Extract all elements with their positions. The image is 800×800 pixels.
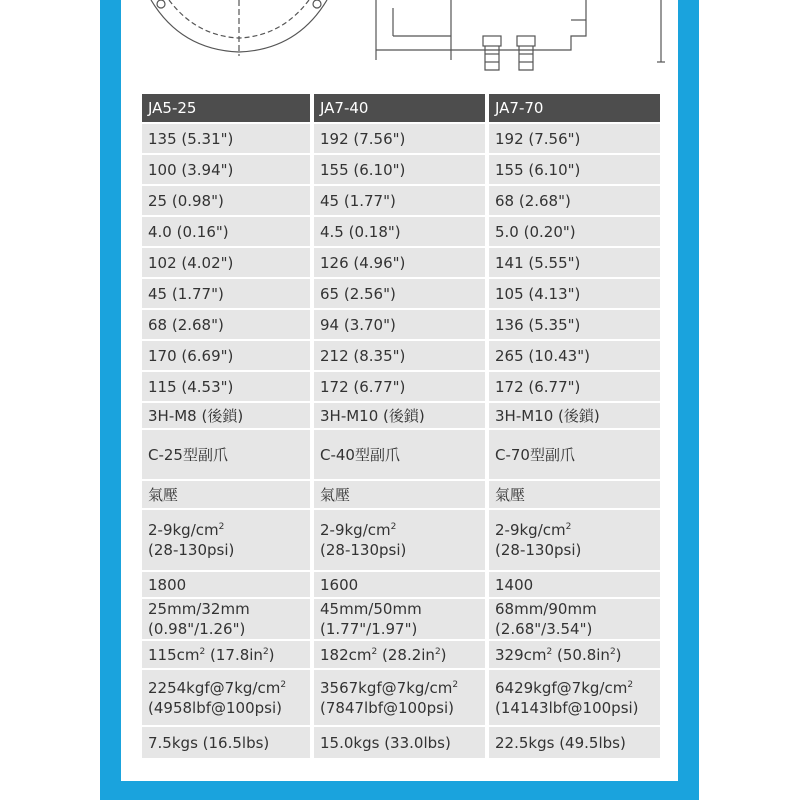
- table-row: [142, 186, 664, 215]
- cell-text: 7.5kgs (16.5lbs): [148, 733, 270, 752]
- table-cell: [489, 248, 660, 277]
- table-row: [142, 155, 664, 184]
- table-cell: [314, 217, 485, 246]
- table-cell: [314, 641, 485, 668]
- cell-text: 115 (4.53"): [148, 377, 234, 396]
- cell-text: 141 (5.55"): [495, 253, 581, 272]
- table-cell: [314, 372, 485, 401]
- cell-text: $2-9kg/cm^2$: [320, 521, 397, 539]
- cell-text: C-40型副爪: [320, 445, 400, 464]
- cell-text: 155 (6.10"): [495, 160, 581, 179]
- cell-text: 100 (3.94"): [148, 160, 234, 179]
- cell-text: 172 (6.77"): [320, 377, 406, 396]
- header-row: [142, 94, 664, 122]
- header-ja7-40: JA7-40: [314, 94, 485, 122]
- bottom-blue-border: [100, 781, 699, 800]
- cell-text: 氣壓: [320, 485, 351, 504]
- table-cell: [489, 641, 660, 668]
- table-row: [142, 670, 664, 725]
- table-cell: [489, 124, 660, 153]
- table-cell: [142, 572, 310, 597]
- table-row: [142, 599, 664, 639]
- table-cell: [314, 124, 485, 153]
- cell-text: 68 (2.68"): [148, 315, 224, 334]
- cell-text: 3H-M10 (後鎖): [495, 406, 600, 425]
- cell-text: $3567kgf@7kg/cm^2$: [320, 678, 459, 697]
- cell-text: 3H-M10 (後鎖): [320, 406, 425, 425]
- cell-text: $329cm^2$ $(50.8in^2)$: [495, 645, 622, 664]
- table-row: [142, 341, 664, 370]
- cell-text: 136 (5.35"): [495, 315, 581, 334]
- table-cell: [489, 372, 660, 401]
- table-row: [142, 727, 664, 758]
- cell-text: (28-130psi): [495, 541, 582, 559]
- spec-table: [142, 94, 664, 760]
- cell-text: (0.98"/1.26"): [148, 620, 246, 638]
- table-cell: [142, 217, 310, 246]
- table-cell: [142, 481, 310, 508]
- table-row: [142, 403, 664, 428]
- table-cell: [314, 155, 485, 184]
- table-cell: [142, 727, 310, 758]
- table-cell: [489, 727, 660, 758]
- table-cell: [314, 186, 485, 215]
- right-blue-border: [678, 0, 699, 800]
- table-cell: [314, 572, 485, 597]
- cell-text: C-25型副爪: [148, 445, 228, 464]
- table-cell: [142, 510, 310, 570]
- table-cell: [489, 310, 660, 339]
- cell-text: 4.0 (0.16"): [148, 222, 229, 241]
- cell-text: (1.77"/1.97"): [320, 620, 418, 638]
- table-row: [142, 124, 664, 153]
- table-cell: [489, 279, 660, 308]
- cell-text: $2-9kg/cm^2$: [148, 521, 225, 539]
- cell-text: 15.0kgs (33.0lbs): [320, 733, 451, 752]
- cell-text: 105 (4.13"): [495, 284, 581, 303]
- table-cell: [489, 599, 660, 639]
- cell-text: $115cm^2$ $(17.8in^2)$: [148, 645, 275, 664]
- header-ja5-25: JA5-25: [142, 94, 310, 122]
- chuck-drawing-svg: [121, 0, 678, 92]
- cell-text: 155 (6.10"): [320, 160, 406, 179]
- cell-text: 192 (7.56"): [320, 129, 406, 148]
- table-cell: [142, 124, 310, 153]
- table-cell: [142, 641, 310, 668]
- table-cell: [314, 248, 485, 277]
- table-cell: [142, 186, 310, 215]
- table-cell: [314, 279, 485, 308]
- table-cell: [489, 341, 660, 370]
- cell-text: 45 (1.77"): [320, 191, 396, 210]
- cell-text: 1600: [320, 575, 359, 594]
- table-cell: [314, 670, 485, 725]
- header-ja7-70: JA7-70: [489, 94, 660, 122]
- table-cell: [142, 341, 310, 370]
- left-blue-border: [100, 0, 121, 800]
- cell-text: 212 (8.35"): [320, 346, 406, 365]
- cell-text: 4.5 (0.18"): [320, 222, 401, 241]
- table-cell: [489, 430, 660, 479]
- cell-text: 135 (5.31"): [148, 129, 234, 148]
- table-cell: [142, 155, 310, 184]
- cell-text: 172 (6.77"): [495, 377, 581, 396]
- table-row: [142, 248, 664, 277]
- table-row: [142, 481, 664, 508]
- table-row: [142, 572, 664, 597]
- cell-text: 22.5kgs (49.5lbs): [495, 733, 626, 752]
- cell-text: $6429kgf@7kg/cm^2$: [495, 678, 634, 697]
- table-cell: [489, 670, 660, 725]
- table-cell: [489, 155, 660, 184]
- table-cell: [314, 341, 485, 370]
- table-cell: [489, 186, 660, 215]
- cell-text: 3H-M8 (後鎖): [148, 406, 244, 425]
- table-cell: [314, 727, 485, 758]
- table-row: [142, 510, 664, 570]
- table-cell: [314, 599, 485, 639]
- cell-text: 45mm/50mm: [320, 600, 422, 618]
- table-cell: [489, 403, 660, 428]
- cell-text: 1800: [148, 575, 187, 594]
- cell-text: 45 (1.77"): [148, 284, 224, 303]
- table-row: [142, 641, 664, 668]
- cell-text: 265 (10.43"): [495, 346, 590, 365]
- table-cell: [142, 372, 310, 401]
- cell-text: C-70型副爪: [495, 445, 575, 464]
- cell-text: 192 (7.56"): [495, 129, 581, 148]
- table-row: [142, 372, 664, 401]
- cell-text: 65 (2.56"): [320, 284, 396, 303]
- table-cell: [314, 310, 485, 339]
- table-cell: [314, 481, 485, 508]
- cell-text: $182cm^2$ $(28.2in^2)$: [320, 645, 447, 664]
- table-cell: [489, 572, 660, 597]
- table-cell: [489, 510, 660, 570]
- table-cell: [142, 670, 310, 725]
- cell-text: $2-9kg/cm^2$: [495, 521, 572, 539]
- cell-text: 1400: [495, 575, 534, 594]
- cell-text: 68mm/90mm: [495, 600, 597, 618]
- cell-text: (14143lbf@100psi): [495, 698, 639, 717]
- cell-text: 94 (3.70"): [320, 315, 396, 334]
- table-row: [142, 279, 664, 308]
- cell-text: 102 (4.02"): [148, 253, 234, 272]
- cell-text: 氣壓: [495, 485, 526, 504]
- cell-text: 氣壓: [148, 485, 179, 504]
- cell-text: 68 (2.68"): [495, 191, 571, 210]
- table-cell: [142, 310, 310, 339]
- cell-text: 126 (4.96"): [320, 253, 406, 272]
- cell-text: $2254kgf@7kg/cm^2$: [148, 678, 287, 697]
- table-cell: [142, 403, 310, 428]
- cell-text: 170 (6.69"): [148, 346, 234, 365]
- table-cell: [142, 430, 310, 479]
- cell-text: (4958lbf@100psi): [148, 698, 282, 717]
- table-cell: [142, 248, 310, 277]
- table-row: [142, 217, 664, 246]
- table-cell: [142, 279, 310, 308]
- table-cell: [314, 510, 485, 570]
- cell-text: 25mm/32mm: [148, 600, 250, 618]
- table-cell: [314, 403, 485, 428]
- cell-text: (28-130psi): [320, 541, 407, 559]
- table-cell: [314, 430, 485, 479]
- table-cell: [142, 599, 310, 639]
- cell-text: 5.0 (0.20"): [495, 222, 576, 241]
- cell-text: (7847lbf@100psi): [320, 698, 454, 717]
- table-cell: [489, 217, 660, 246]
- technical-drawing: [121, 0, 678, 92]
- table-row: [142, 310, 664, 339]
- table-cell: [489, 481, 660, 508]
- table-row: [142, 430, 664, 479]
- cell-text: (2.68"/3.54"): [495, 620, 593, 638]
- cell-text: 25 (0.98"): [148, 191, 224, 210]
- cell-text: (28-130psi): [148, 541, 235, 559]
